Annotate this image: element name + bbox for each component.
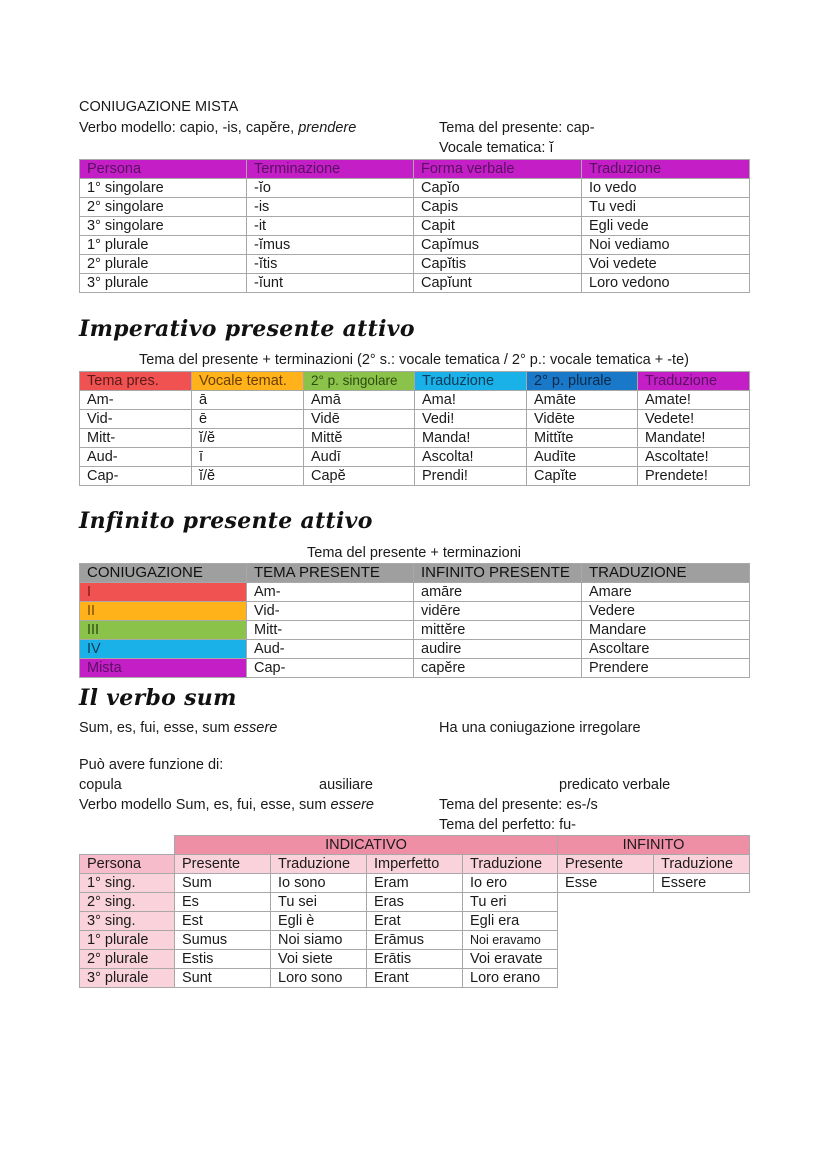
empty-cell (654, 931, 750, 950)
sum-funzione: Può avere funzione di: (79, 757, 224, 773)
imperativo-header: 2° p. plurale (527, 372, 638, 391)
infinito-subtitle: Tema del presente + terminazioni (307, 545, 521, 561)
table-cell: Essere (654, 874, 750, 893)
table-row (80, 969, 750, 988)
table-row (80, 602, 750, 621)
table-cell: Tu vedi (582, 198, 750, 217)
empty-cell (558, 969, 654, 988)
table-row (80, 640, 750, 659)
mista-header: Persona (80, 160, 247, 179)
table-cell: -is (247, 198, 414, 217)
table-row (80, 621, 750, 640)
mista-header: Terminazione (247, 160, 414, 179)
table-cell: Vidēte (527, 410, 638, 429)
empty-cell (654, 912, 750, 931)
table-cell: Amare (582, 583, 750, 602)
table-row (80, 583, 750, 602)
table-cell: Capĭte (527, 467, 638, 486)
mista-header: Traduzione (582, 160, 750, 179)
table-cell: Audī (304, 448, 415, 467)
table-cell: Ascoltate! (638, 448, 750, 467)
table-row (80, 448, 750, 467)
table-cell: IV (80, 640, 247, 659)
table-cell: 2° plurale (80, 255, 247, 274)
table-row (80, 391, 750, 410)
table-row (80, 912, 750, 931)
sum-heading: Il verbo sum (79, 685, 237, 711)
infinito-header: TRADUZIONE (582, 564, 750, 583)
imperativo-heading: Imperativo presente attivo (79, 316, 415, 342)
table-cell: Prendere (582, 659, 750, 678)
empty-cell (558, 912, 654, 931)
table-cell: Estis (175, 950, 271, 969)
table-cell: Audīte (527, 448, 638, 467)
imperativo-header: Tema pres. (80, 372, 192, 391)
sum-modello-italic: essere (330, 797, 374, 813)
table-row (80, 236, 750, 255)
table-cell: Aud- (247, 640, 414, 659)
table-cell: capĕre (414, 659, 582, 678)
sum-header: Traduzione (654, 855, 750, 874)
table-cell: Voi siete (271, 950, 367, 969)
table-cell: ĭ/ĕ (192, 467, 304, 486)
imperativo-subtitle: Tema del presente + terminazioni (2° s.: vocale tematica / 2° p.: vocale tematica + -te) (139, 352, 689, 368)
table-cell: Prendete! (638, 467, 750, 486)
sum-table (79, 835, 750, 988)
table-cell: 1° plurale (80, 931, 175, 950)
empty-cell (558, 931, 654, 950)
table-cell: Es (175, 893, 271, 912)
sum-line1-text: Sum, es, fui, esse, sum (79, 720, 234, 736)
table-cell: 3° plurale (80, 969, 175, 988)
sum-group-infinito: INFINITO (558, 836, 750, 855)
table-row (80, 950, 750, 969)
sum-line1 (79, 719, 277, 737)
mista-verbo-modello (79, 119, 356, 137)
sum-header: Traduzione (463, 855, 558, 874)
table-cell: Io ero (463, 874, 558, 893)
sum-predicato: predicato verbale (559, 777, 671, 793)
empty-cell (654, 950, 750, 969)
table-cell: Manda! (415, 429, 527, 448)
sum-header: Imperfetto (367, 855, 463, 874)
table-cell: ā (192, 391, 304, 410)
table-cell: Mista (80, 659, 247, 678)
table-cell: Egli vede (582, 217, 750, 236)
table-cell: Amāte (527, 391, 638, 410)
table-cell: Cap- (247, 659, 414, 678)
table-cell: Vid- (247, 602, 414, 621)
table-cell: III (80, 621, 247, 640)
table-cell: Aud- (80, 448, 192, 467)
sum-modello (79, 796, 374, 814)
sum-empty-corner (80, 836, 175, 855)
table-cell: Erant (367, 969, 463, 988)
sum-tema-perfetto: Tema del perfetto: fu- (439, 817, 577, 833)
mista-title: CONIUGAZIONE MISTA (79, 99, 239, 115)
empty-cell (654, 969, 750, 988)
table-cell: -it (247, 217, 414, 236)
table-cell: Noi siamo (271, 931, 367, 950)
table-cell: Vedere (582, 602, 750, 621)
table-cell: amāre (414, 583, 582, 602)
empty-cell (654, 893, 750, 912)
sum-group-indicativo: INDICATIVO (175, 836, 558, 855)
table-cell: Esse (558, 874, 654, 893)
table-cell: 2° singolare (80, 198, 247, 217)
table-cell: Capĭo (414, 179, 582, 198)
table-cell: -ĭo (247, 179, 414, 198)
table-cell: Cap- (80, 467, 192, 486)
table-cell: Capĭtis (414, 255, 582, 274)
table-cell: ĭ/ĕ (192, 429, 304, 448)
table-row (80, 659, 750, 678)
table-cell: 1° sing. (80, 874, 175, 893)
mista-tema: Tema del presente: cap- (439, 120, 595, 136)
table-cell: Mitt- (80, 429, 192, 448)
mista-verbo-modello-italic: prendere (298, 120, 357, 136)
sum-header: Persona (80, 855, 175, 874)
table-cell: Am- (80, 391, 192, 410)
table-cell: Erātis (367, 950, 463, 969)
infinito-table (79, 563, 750, 678)
mista-table (79, 159, 750, 293)
table-cell: Mittĕ (304, 429, 415, 448)
table-cell: Io vedo (582, 179, 750, 198)
table-cell: Erat (367, 912, 463, 931)
table-row (80, 217, 750, 236)
infinito-header: TEMA PRESENTE (247, 564, 414, 583)
table-cell: ē (192, 410, 304, 429)
infinito-header: INFINITO PRESENTE (414, 564, 582, 583)
table-cell: 2° plurale (80, 950, 175, 969)
table-cell: Vidē (304, 410, 415, 429)
table-cell: Amā (304, 391, 415, 410)
imperativo-header: Traduzione (415, 372, 527, 391)
sum-copula: copula (79, 777, 122, 793)
table-cell: Mitt- (247, 621, 414, 640)
table-row (80, 467, 750, 486)
sum-header: Traduzione (271, 855, 367, 874)
table-cell: Eras (367, 893, 463, 912)
mista-header: Forma verbale (414, 160, 582, 179)
sum-line1-italic: essere (233, 720, 278, 736)
table-cell: Amate! (638, 391, 750, 410)
empty-cell (558, 950, 654, 969)
table-cell: Io sono (271, 874, 367, 893)
table-cell: mittĕre (414, 621, 582, 640)
table-cell: Noi vediamo (582, 236, 750, 255)
table-cell: Ama! (415, 391, 527, 410)
imperativo-table (79, 371, 750, 486)
table-cell: vidēre (414, 602, 582, 621)
sum-modello-text: Verbo modello Sum, es, fui, esse, sum (79, 797, 331, 813)
table-cell: II (80, 602, 247, 621)
table-cell: Mandate! (638, 429, 750, 448)
table-cell: Voi vedete (582, 255, 750, 274)
mista-verbo-modello-text: Verbo modello: capio, -is, capĕre, (79, 120, 299, 136)
table-cell: Mittĭte (527, 429, 638, 448)
table-cell: Capĭunt (414, 274, 582, 293)
table-cell: 3° singolare (80, 217, 247, 236)
table-cell: Capis (414, 198, 582, 217)
table-cell: -ĭtis (247, 255, 414, 274)
sum-header: Presente (175, 855, 271, 874)
table-row (80, 931, 750, 950)
table-cell: Ascolta! (415, 448, 527, 467)
table-row (80, 893, 750, 912)
table-cell: Capit (414, 217, 582, 236)
table-cell: 2° sing. (80, 893, 175, 912)
imperativo-header: 2° p. singolare (304, 372, 415, 391)
table-cell: Erāmus (367, 931, 463, 950)
table-row (80, 874, 750, 893)
table-cell: Sum (175, 874, 271, 893)
table-cell: Vedete! (638, 410, 750, 429)
table-cell: Loro sono (271, 969, 367, 988)
table-cell: Loro erano (463, 969, 558, 988)
infinito-heading: Infinito presente attivo (79, 508, 373, 534)
table-cell: Sumus (175, 931, 271, 950)
table-row (80, 198, 750, 217)
table-row (80, 410, 750, 429)
infinito-header: CONIUGAZIONE (80, 564, 247, 583)
sum-irregolare: Ha una coniugazione irregolare (439, 720, 641, 736)
table-cell: Voi eravate (463, 950, 558, 969)
table-cell: Prendi! (415, 467, 527, 486)
table-cell: 3° plurale (80, 274, 247, 293)
table-cell: Est (175, 912, 271, 931)
empty-cell (558, 893, 654, 912)
table-row (80, 179, 750, 198)
sum-header: Presente (558, 855, 654, 874)
table-cell: Loro vedono (582, 274, 750, 293)
table-cell: Ascoltare (582, 640, 750, 659)
table-cell: 3° sing. (80, 912, 175, 931)
table-cell: Tu eri (463, 893, 558, 912)
table-cell: Capĕ (304, 467, 415, 486)
table-cell: Egli era (463, 912, 558, 931)
table-cell: Capĭmus (414, 236, 582, 255)
mista-vocale: Vocale tematica: ĭ (439, 140, 554, 156)
table-cell: Vedi! (415, 410, 527, 429)
sum-ausiliare: ausiliare (319, 777, 373, 793)
table-cell: Am- (247, 583, 414, 602)
table-cell: audire (414, 640, 582, 659)
table-cell: -ĭunt (247, 274, 414, 293)
table-cell: Egli è (271, 912, 367, 931)
table-row (80, 274, 750, 293)
table-cell: 1° plurale (80, 236, 247, 255)
table-cell: Mandare (582, 621, 750, 640)
table-cell: Eram (367, 874, 463, 893)
imperativo-header: Vocale temat. (192, 372, 304, 391)
table-cell: 1° singolare (80, 179, 247, 198)
imperativo-header: Traduzione (638, 372, 750, 391)
table-cell: Vid- (80, 410, 192, 429)
table-cell: -ĭmus (247, 236, 414, 255)
sum-tema-presente: Tema del presente: es-/s (439, 797, 598, 813)
table-cell: ī (192, 448, 304, 467)
table-cell: I (80, 583, 247, 602)
table-cell: Noi eravamo (463, 931, 558, 950)
table-cell: Sunt (175, 969, 271, 988)
table-cell: Tu sei (271, 893, 367, 912)
table-row (80, 255, 750, 274)
table-row (80, 429, 750, 448)
